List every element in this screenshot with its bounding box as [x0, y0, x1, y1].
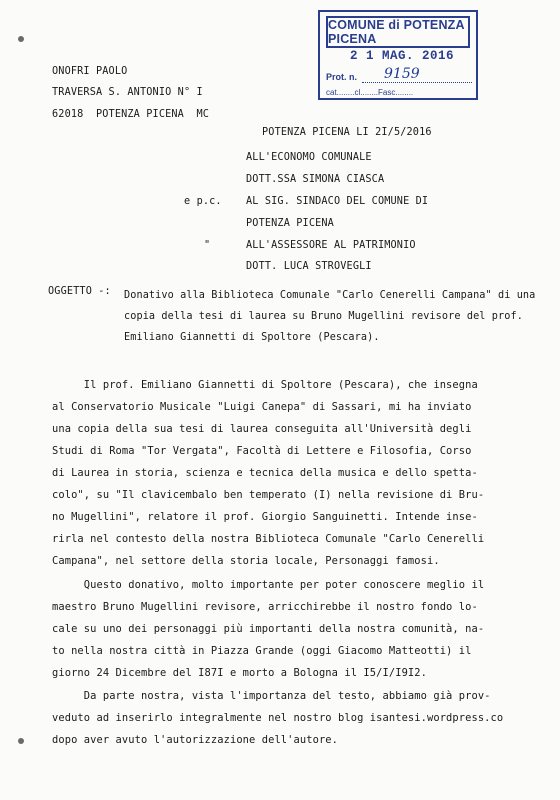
- stamp-fasc-label: Fasc.: [378, 88, 398, 97]
- body-line: Da parte nostra, vista l'importanza del testo, abbiamo già prov-: [52, 690, 491, 702]
- body-line: Campana", nel settore della storia locale, Personaggi famosi.: [52, 555, 440, 567]
- stamp-cl-label: cl.: [354, 88, 363, 97]
- recipient-sindaco: AL SIG. SINDACO DEL COMUNE DI: [246, 196, 429, 207]
- body-line: rirla nel contesto della nostra Biblioteca Comunale "Carlo Cenerelli: [52, 533, 485, 545]
- cc-label: e p.c.: [184, 196, 222, 207]
- recipient-assessore-name: DOTT. LUCA STROVEGLI: [246, 261, 372, 272]
- subject-text: Donativo alla Biblioteca Comunale "Carlo Cenerelli Campana" di una copia della tesi di laurea su Bruno Mugellini revisore del prof. Emiliano Giannetti di Spoltore (Pescara).: [124, 290, 536, 343]
- recipient-economo: ALL'ECONOMO COMUNALE: [246, 152, 372, 163]
- stamp-prot-number: 9159: [384, 66, 420, 82]
- stamp-classification: cat........cl........Fasc........: [326, 88, 414, 97]
- body-line: veduto ad inserirlo integralmente nel nostro blog isantesi.wordpress.co: [52, 712, 504, 724]
- recipient-sindaco-city: POTENZA PICENA: [246, 218, 334, 229]
- subject-label: OGGETTO -:: [48, 286, 111, 297]
- sender-name: ONOFRI PAOLO: [52, 66, 128, 77]
- sender-street: TRAVERSA S. ANTONIO N° I: [52, 87, 203, 98]
- body-line: Questo donativo, molto importante per poter conoscere meglio il: [52, 579, 485, 591]
- stamp-cat-label: cat.: [326, 88, 339, 97]
- body-line: colo", su "Il clavicembalo ben temperato (I) nella revisione di Bru-: [52, 489, 485, 501]
- stamp-office: COMUNE di POTENZA PICENA: [326, 16, 470, 48]
- stamp-prot-label: Prot. n.: [326, 72, 357, 82]
- body-line: no Mugellini", relatore il prof. Giorgio Sanguinetti. Intende inse-: [52, 511, 478, 523]
- punch-hole: [18, 36, 24, 42]
- stamp-date: 2 1 MAG. 2016: [350, 49, 455, 63]
- ditto-mark: ": [204, 240, 211, 251]
- body-line: una copia della sua tesi di laurea conseguita all'Università degli: [52, 423, 472, 435]
- punch-hole: [18, 738, 24, 744]
- recipient-assessore: ALL'ASSESSORE AL PATRIMONIO: [246, 240, 416, 251]
- body-line: Studi di Roma "Tor Vergata", Facoltà di Lettere e Filosofia, Corso: [52, 445, 472, 457]
- sender-city: 62018 POTENZA PICENA MC: [52, 109, 210, 120]
- date-line: POTENZA PICENA LI 2I/5/2016: [262, 127, 432, 138]
- body-line: giorno 24 Dicembre del I87I e morto a Bologna il I5/I/I9I2.: [52, 667, 427, 679]
- body-line: maestro Bruno Mugellini revisore, arricchirebbe il nostro fondo lo-: [52, 601, 478, 613]
- body-line: di Laurea in storia, scienza e tecnica della musica e dello spetta-: [52, 467, 478, 479]
- protocol-stamp: [318, 10, 478, 100]
- body-line: dopo aver avuto l'autorizzazione dell'autore.: [52, 734, 339, 746]
- recipient-economo-name: DOTT.SSA SIMONA CIASCA: [246, 174, 385, 185]
- body-line: to nella nostra città in Piazza Grande (oggi Giacomo Matteotti) il: [52, 645, 472, 657]
- stamp-prot-dotline: [362, 82, 472, 83]
- body-line: al Conservatorio Musicale "Luigi Canepa" di Sassari, mi ha inviato: [52, 401, 472, 413]
- body-line: Il prof. Emiliano Giannetti di Spoltore (Pescara), che insegna: [52, 379, 478, 391]
- body-line: cale su uno dei personaggi più importanti della nostra comunità, na-: [52, 623, 485, 635]
